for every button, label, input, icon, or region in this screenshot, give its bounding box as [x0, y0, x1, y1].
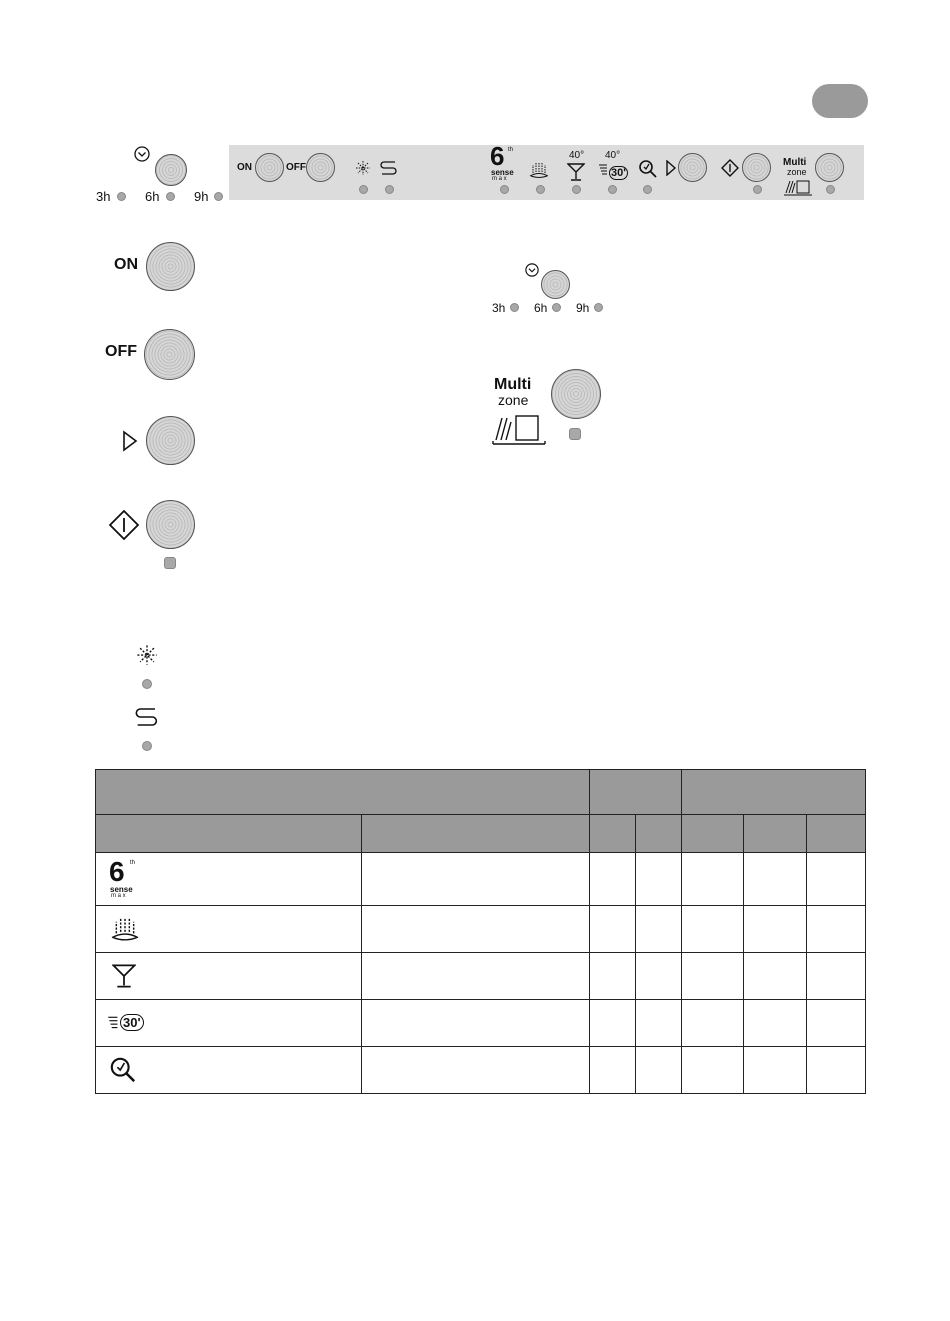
table-quick-30: 30' — [120, 1014, 144, 1031]
table-cell — [682, 1000, 744, 1047]
panel-zone-label: zone — [787, 167, 807, 177]
table-cell — [807, 1000, 866, 1047]
panel-6th-number: 6 — [490, 141, 505, 171]
salt-indicator-icon — [355, 160, 371, 176]
program-select-icon-large — [122, 430, 138, 452]
panel-6th-sense: sense — [491, 168, 514, 177]
rinse-aid-icon — [380, 160, 398, 176]
panel-quick-temp: 40° — [605, 150, 621, 161]
table-cell-program — [96, 953, 362, 1000]
program-button[interactable] — [146, 416, 195, 465]
table-6th-number: 6 — [109, 856, 125, 887]
table-cell — [636, 906, 682, 953]
multizone-basket-icon — [783, 178, 813, 196]
rinse-aid-icon-large — [135, 706, 159, 728]
table-cell — [362, 1047, 590, 1094]
table-row — [96, 1047, 866, 1094]
soak-icon-table — [109, 1056, 137, 1084]
delay-button-detail[interactable] — [541, 270, 570, 299]
delay-9h-led — [214, 192, 223, 201]
table-6th-max: m a x — [111, 893, 126, 899]
table-cell — [807, 1047, 866, 1094]
table-header-cell — [362, 815, 590, 853]
table-header-row-2 — [96, 815, 866, 853]
table-cell — [636, 1000, 682, 1047]
delay-clock-icon — [134, 146, 150, 162]
glass-led — [572, 185, 581, 194]
table-cell — [682, 853, 744, 906]
glass-icon-table — [112, 963, 136, 989]
soak-led — [643, 185, 652, 194]
right-delay-6h-led — [552, 303, 561, 312]
delay-3h-led — [117, 192, 126, 201]
table-cell — [807, 853, 866, 906]
quick-30-icon — [108, 1009, 361, 1037]
on-button[interactable] — [146, 242, 195, 291]
delay-clock-icon-detail — [525, 263, 539, 277]
6th-sense-led — [500, 185, 509, 194]
rinse-aid-led — [385, 185, 394, 194]
panel-quick-30: 30' — [611, 167, 626, 179]
table-cell — [362, 1000, 590, 1047]
table-6th-th: th — [130, 860, 136, 866]
multizone-basket-icon-large — [492, 412, 548, 446]
start-icon — [721, 159, 739, 177]
delay-9h-label: 9h — [194, 189, 209, 204]
table-header-row-1 — [96, 770, 866, 815]
page-tab-badge — [812, 84, 868, 118]
table-cell — [682, 906, 744, 953]
table-cell — [362, 906, 590, 953]
table-cell — [636, 853, 682, 906]
start-led — [753, 185, 762, 194]
panel-start-button[interactable] — [742, 153, 771, 182]
right-delay-3h-led — [510, 303, 519, 312]
delay-6h-led — [166, 192, 175, 201]
right-delay-6h: 6h — [534, 301, 548, 315]
multizone-button[interactable] — [551, 369, 601, 419]
right-delay-3h: 3h — [492, 301, 506, 315]
panel-6th-max: m a x — [492, 176, 507, 182]
table-header-cell — [807, 815, 866, 853]
table-cell — [590, 1047, 636, 1094]
table-cell — [636, 1047, 682, 1094]
table-cell — [744, 853, 807, 906]
table-cell — [744, 953, 807, 1000]
right-delay-9h-led — [594, 303, 603, 312]
table-cell — [590, 853, 636, 906]
start-icon-large — [109, 510, 139, 540]
panel-multizone-button[interactable] — [815, 153, 844, 182]
soak-icon — [638, 159, 658, 179]
table-row — [96, 953, 866, 1000]
off-button[interactable] — [144, 329, 195, 380]
table-cell — [682, 1047, 744, 1094]
table-6th-sense: sense — [110, 885, 133, 894]
table-cell — [744, 906, 807, 953]
table-cell — [636, 953, 682, 1000]
intensive-wash-icon-table — [108, 916, 142, 942]
table-cell-program — [96, 1000, 362, 1047]
multizone-multi-label: Multi — [494, 376, 532, 393]
table-cell — [744, 1000, 807, 1047]
table-cell — [362, 853, 590, 906]
panel-multi-label: Multi — [783, 157, 807, 168]
table-header-cell — [590, 815, 636, 853]
multizone-button-led — [569, 428, 581, 440]
table-cell — [744, 1047, 807, 1094]
table-header-cell — [636, 815, 682, 853]
intensive-led — [536, 185, 545, 194]
delay-3h-label: 3h — [96, 189, 111, 204]
salt-indicator-led — [142, 679, 152, 689]
table-cell — [362, 953, 590, 1000]
table-cell — [590, 906, 636, 953]
table-header-cell — [96, 770, 590, 815]
table-header-cell — [96, 815, 362, 853]
quick-speed-lines-icon — [108, 1015, 120, 1031]
rinse-aid-indicator-led — [142, 741, 152, 751]
panel-glass-temp: 40° — [569, 150, 585, 161]
right-delay-9h: 9h — [576, 301, 590, 315]
table-row — [96, 853, 866, 906]
panel-off-label: OFF — [286, 162, 306, 173]
6th-sense-max-icon — [108, 854, 148, 904]
program-select-icon — [665, 160, 677, 176]
table-header-cell — [590, 770, 682, 815]
salt-indicator-icon-large — [136, 644, 158, 666]
panel-6th-th: th — [508, 147, 514, 153]
multizone-zone-label: zone — [498, 392, 529, 408]
table-row — [96, 1000, 866, 1047]
start-button[interactable] — [146, 500, 195, 549]
program-table — [95, 769, 866, 1094]
delay-6h-label: 6h — [145, 189, 160, 204]
table-row — [96, 906, 866, 953]
quick-led — [608, 185, 617, 194]
panel-program-button[interactable] — [678, 153, 707, 182]
salt-led — [359, 185, 368, 194]
table-cell — [590, 953, 636, 1000]
glass-icon — [567, 163, 585, 181]
on-label: ON — [114, 256, 138, 273]
table-cell-program — [96, 853, 362, 906]
table-cell — [807, 953, 866, 1000]
table-cell — [682, 953, 744, 1000]
table-header-cell — [682, 815, 744, 853]
table-header-cell — [744, 815, 807, 853]
table-cell-program — [96, 906, 362, 953]
table-header-cell — [682, 770, 866, 815]
delay-button[interactable] — [155, 154, 187, 186]
off-label: OFF — [105, 343, 137, 360]
table-cell — [590, 1000, 636, 1047]
quick-wash-icon — [599, 163, 609, 177]
intensive-wash-icon — [528, 161, 550, 179]
table-cell-program — [96, 1047, 362, 1094]
panel-on-label: ON — [237, 162, 252, 173]
multizone-led — [826, 185, 835, 194]
panel-on-button[interactable] — [255, 153, 284, 182]
table-cell — [807, 906, 866, 953]
start-button-led — [164, 557, 176, 569]
panel-off-button[interactable] — [306, 153, 335, 182]
